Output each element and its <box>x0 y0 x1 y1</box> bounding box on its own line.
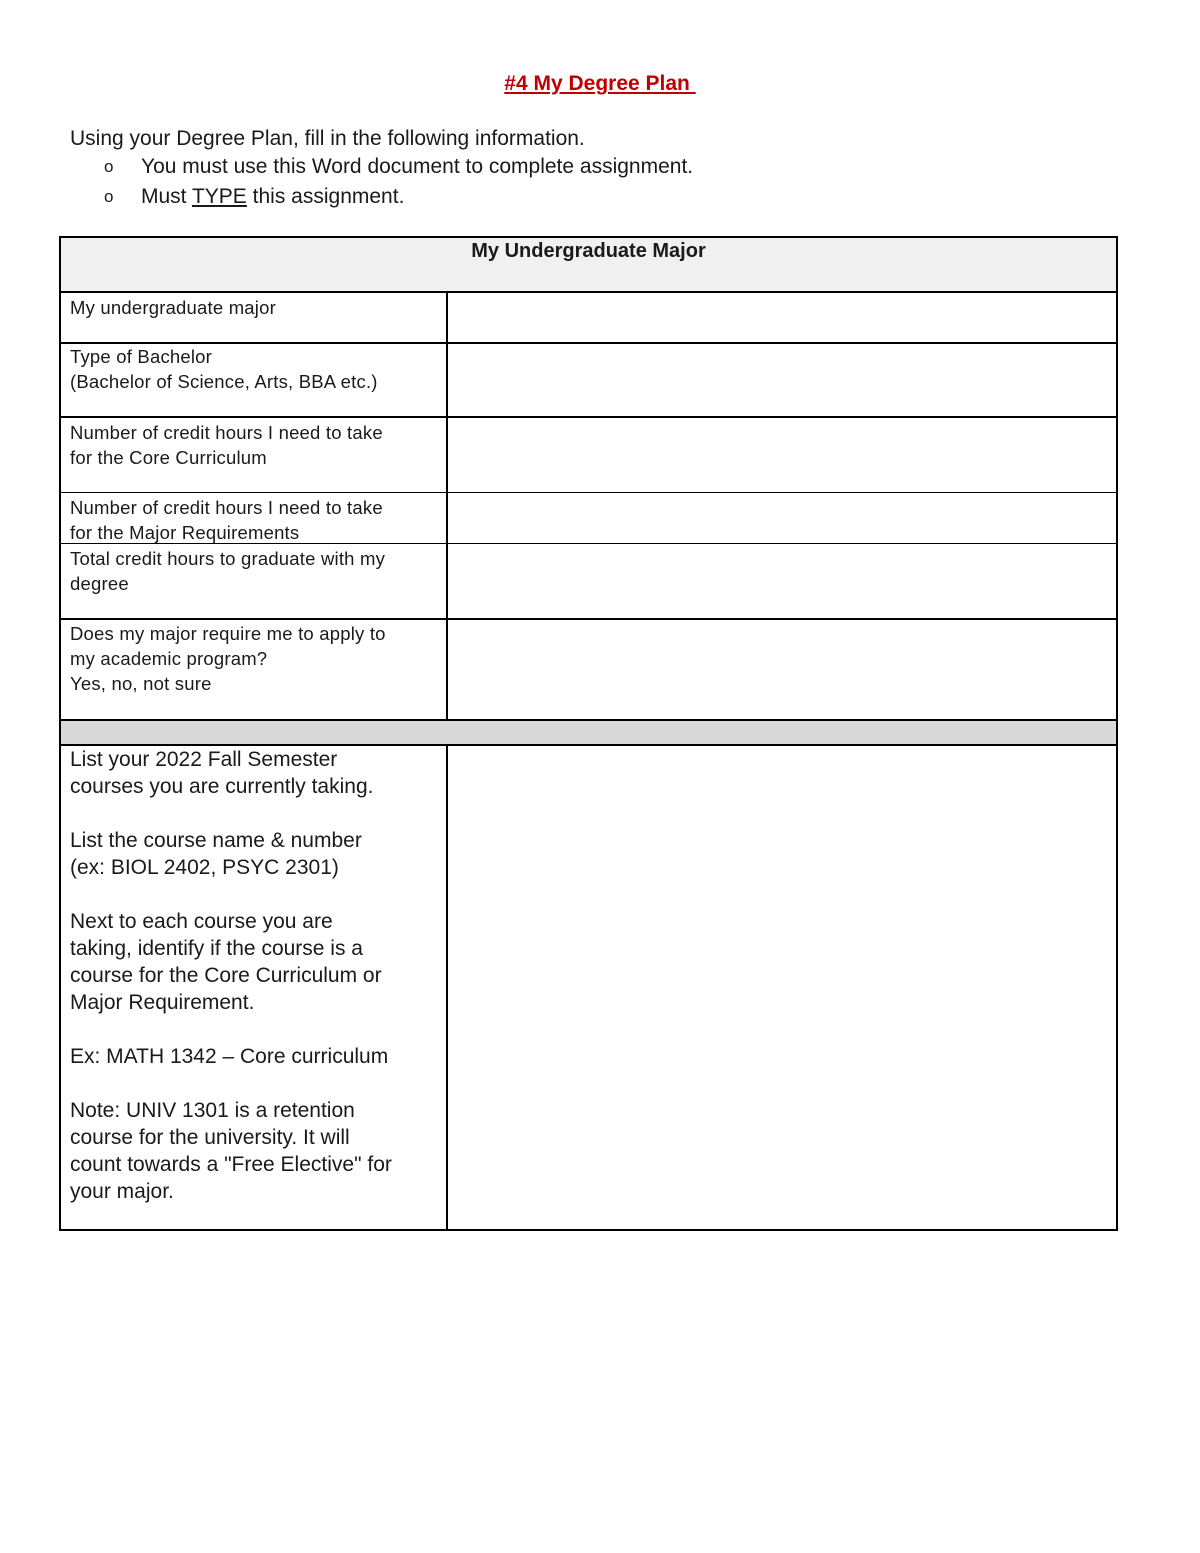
row-label-line: Note: UNIV 1301 is a retention <box>70 1099 355 1122</box>
row-label-line: taking, identify if the course is a <box>70 937 363 960</box>
table-heading: My Undergraduate Major <box>471 240 706 262</box>
row-label-line: Ex: MATH 1342 – Core curriculum <box>70 1045 389 1068</box>
row-label-line: Number of credit hours I need to take <box>70 422 383 443</box>
degree-plan-table <box>59 236 1118 1231</box>
table-divider-row <box>61 721 1116 744</box>
row-label-line: Yes, no, not sure <box>70 673 212 694</box>
row-label-line: Next to each course you are <box>70 910 333 933</box>
table-rule <box>59 719 1118 721</box>
row-label-line: My undergraduate major <box>70 297 276 318</box>
row-label-line: Total credit hours to graduate with my <box>70 548 386 569</box>
row-label-line <box>70 881 445 908</box>
row-label-line: course for the university. It will <box>70 1126 350 1149</box>
row-label-line: Type of Bachelor <box>70 346 213 367</box>
row-label-line: degree <box>70 573 129 594</box>
row-label-line: List your 2022 Fall Semester <box>70 748 338 771</box>
instruction-text: You must use this Word document to complete assignment. <box>141 155 694 178</box>
instruction-text <box>141 184 404 214</box>
table-rule <box>59 1229 1118 1231</box>
table-rule <box>59 236 61 1231</box>
answer-field-core-credit-hours[interactable] <box>448 418 1116 492</box>
document-title: #4 My Degree Plan <box>504 72 696 95</box>
row-label-line: (ex: BIOL 2402, PSYC 2301) <box>70 856 339 879</box>
row-label-line <box>70 1070 445 1097</box>
bullet-marker: o <box>104 187 114 206</box>
row-label-major-credit-hours <box>70 495 440 545</box>
bullet-marker: o <box>104 157 114 176</box>
row-label-line <box>70 1016 445 1043</box>
instructions-intro: Using your Degree Plan, fill in the following information. <box>70 127 585 150</box>
row-label-core-credit-hours <box>70 420 440 470</box>
answer-field-total-credit-hours[interactable] <box>448 544 1116 618</box>
row-label-line: Does my major require me to apply to <box>70 623 386 644</box>
row-label-undergraduate-major <box>70 295 440 320</box>
answer-field-major-credit-hours[interactable] <box>448 493 1116 543</box>
table-rule <box>1116 236 1118 1231</box>
row-label-line: (Bachelor of Science, Arts, BBA etc.) <box>70 371 378 392</box>
instruction-text-prefix: Must <box>141 185 192 208</box>
row-label-total-credit-hours <box>70 546 440 596</box>
instruction-item <box>104 184 693 214</box>
row-label-line: Major Requirement. <box>70 991 255 1014</box>
instruction-emphasis: TYPE <box>191 185 247 208</box>
answer-field-fall-courses[interactable] <box>448 746 1116 1229</box>
row-label-line: for the Major Requirements <box>70 522 300 543</box>
row-label-line: for the Core Curriculum <box>70 447 267 468</box>
table-rule <box>59 236 1118 238</box>
row-label-line: List the course name & number <box>70 829 362 852</box>
row-label-line: count towards a "Free Elective" for <box>70 1153 392 1176</box>
row-label-line <box>70 800 445 827</box>
answer-field-bachelor-type[interactable] <box>448 344 1116 416</box>
instruction-item <box>104 154 693 184</box>
row-label-line: Number of credit hours I need to take <box>70 497 383 518</box>
row-label-bachelor-type <box>70 344 440 394</box>
row-label-line: course for the Core Curriculum or <box>70 964 382 987</box>
answer-field-apply-to-program[interactable] <box>448 620 1116 719</box>
row-label-line: courses you are currently taking. <box>70 775 374 798</box>
row-label-fall-courses <box>70 746 445 1205</box>
row-label-apply-to-program <box>70 621 440 696</box>
instructions-list <box>104 154 693 214</box>
row-label-line: my academic program? <box>70 648 268 669</box>
instruction-text-suffix: this assignment. <box>246 185 405 208</box>
answer-field-undergraduate-major[interactable] <box>448 293 1116 342</box>
row-label-line: your major. <box>70 1180 174 1203</box>
